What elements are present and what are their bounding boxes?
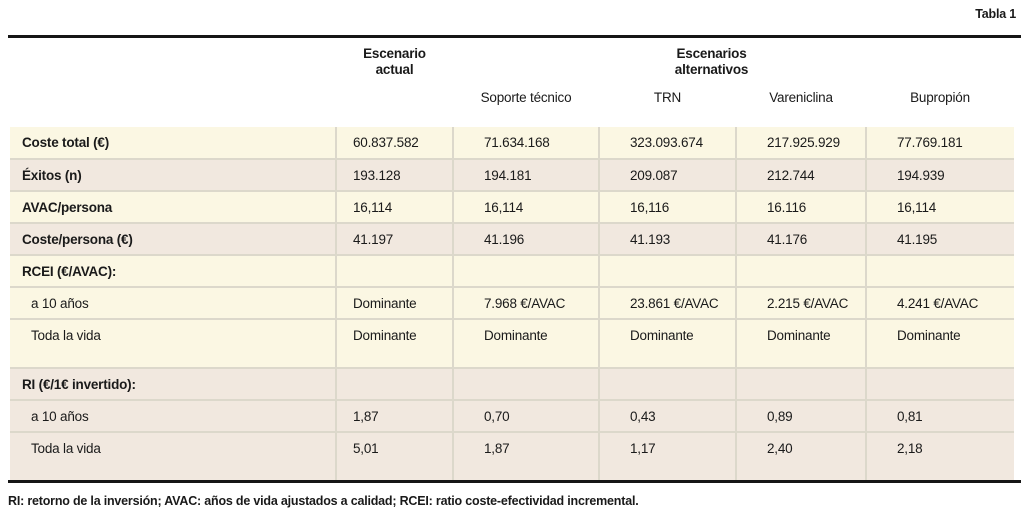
cell-value: Dominante — [736, 319, 866, 368]
cell-value: 41.193 — [599, 223, 736, 255]
row-label: Éxitos (n) — [10, 159, 336, 191]
column-group-alternatives — [453, 46, 970, 78]
cell-value: 209.087 — [599, 159, 736, 191]
column-group-current — [336, 46, 453, 78]
column-group-current-label: Escenario actual — [363, 46, 426, 77]
cell-value: 4.241 €/AVAC — [866, 287, 1014, 319]
cell-value: Dominante — [866, 319, 1014, 368]
cell-value: 23.861 €/AVAC — [599, 287, 736, 319]
row-label: Toda la vida — [10, 432, 336, 481]
row-label: RI (€/1€ invertido): — [10, 368, 336, 400]
cell-value: 41.195 — [866, 223, 1014, 255]
cell-value: 1,17 — [599, 432, 736, 481]
cell-value: 16,114 — [453, 191, 599, 223]
table-row — [10, 368, 1014, 400]
cell-value: 194.939 — [866, 159, 1014, 191]
table-body — [10, 127, 1014, 481]
column-header-soporte-tecnico: Soporte técnico — [480, 90, 572, 105]
table-row — [10, 255, 1014, 287]
column-group-alternatives-label: Escenarios alternativos — [674, 46, 749, 77]
bottom-rule — [8, 480, 1021, 483]
row-label: a 10 años — [10, 400, 336, 432]
cell-value: 60.837.582 — [336, 127, 453, 159]
cell-value: 16,116 — [599, 191, 736, 223]
table-row — [10, 191, 1014, 223]
cell-value: 5,01 — [336, 432, 453, 481]
top-rule — [8, 35, 1021, 38]
cell-value: 41.196 — [453, 223, 599, 255]
cell-value — [736, 255, 866, 287]
row-label: AVAC/persona — [10, 191, 336, 223]
cell-value: 41.176 — [736, 223, 866, 255]
table-row — [10, 432, 1014, 481]
cell-value: Dominante — [599, 319, 736, 368]
table-footnote: RI: retorno de la inversión; AVAC: años de vida ajustados a calidad; RCEI: ratio coste-efectividad incremental. — [8, 494, 639, 508]
cell-value: 1,87 — [336, 400, 453, 432]
cell-value: 2,40 — [736, 432, 866, 481]
cell-value — [866, 255, 1014, 287]
cell-value — [453, 368, 599, 400]
cell-value: 2.215 €/AVAC — [736, 287, 866, 319]
cell-value: 2,18 — [866, 432, 1014, 481]
cell-value — [453, 255, 599, 287]
cell-value: Dominante — [336, 319, 453, 368]
cell-value: 16,114 — [866, 191, 1014, 223]
cell-value: 212.744 — [736, 159, 866, 191]
cell-value: 0,43 — [599, 400, 736, 432]
row-label: a 10 años — [10, 287, 336, 319]
results-table — [10, 127, 1014, 481]
cell-value: 7.968 €/AVAC — [453, 287, 599, 319]
cell-value: Dominante — [453, 319, 599, 368]
table-row — [10, 287, 1014, 319]
cell-value: 16.116 — [736, 191, 866, 223]
cell-value: 16,114 — [336, 191, 453, 223]
cell-value: 217.925.929 — [736, 127, 866, 159]
table-row — [10, 127, 1014, 159]
table-row — [10, 159, 1014, 191]
cell-value: 193.128 — [336, 159, 453, 191]
table-row — [10, 400, 1014, 432]
row-label: Toda la vida — [10, 319, 336, 368]
cell-value: 0,70 — [453, 400, 599, 432]
cell-value — [866, 368, 1014, 400]
cell-value: 71.634.168 — [453, 127, 599, 159]
cell-value: 77.769.181 — [866, 127, 1014, 159]
column-header-vareniclina: Vareniclina — [769, 90, 833, 105]
cell-value: 0,89 — [736, 400, 866, 432]
table-row — [10, 319, 1014, 368]
row-label: RCEI (€/AVAC): — [10, 255, 336, 287]
column-header-bupropion: Bupropión — [910, 90, 970, 105]
table-caption-label: Tabla 1 — [975, 7, 1016, 21]
cell-value: 194.181 — [453, 159, 599, 191]
cell-value: 1,87 — [453, 432, 599, 481]
cell-value: 323.093.674 — [599, 127, 736, 159]
row-label: Coste total (€) — [10, 127, 336, 159]
cell-value: 41.197 — [336, 223, 453, 255]
cell-value: 0,81 — [866, 400, 1014, 432]
row-label: Coste/persona (€) — [10, 223, 336, 255]
cell-value — [336, 255, 453, 287]
cell-value — [336, 368, 453, 400]
column-header-trn: TRN — [653, 90, 682, 105]
cell-value: Dominante — [336, 287, 453, 319]
cell-value — [599, 255, 736, 287]
cell-value — [736, 368, 866, 400]
table-row — [10, 223, 1014, 255]
cell-value — [599, 368, 736, 400]
